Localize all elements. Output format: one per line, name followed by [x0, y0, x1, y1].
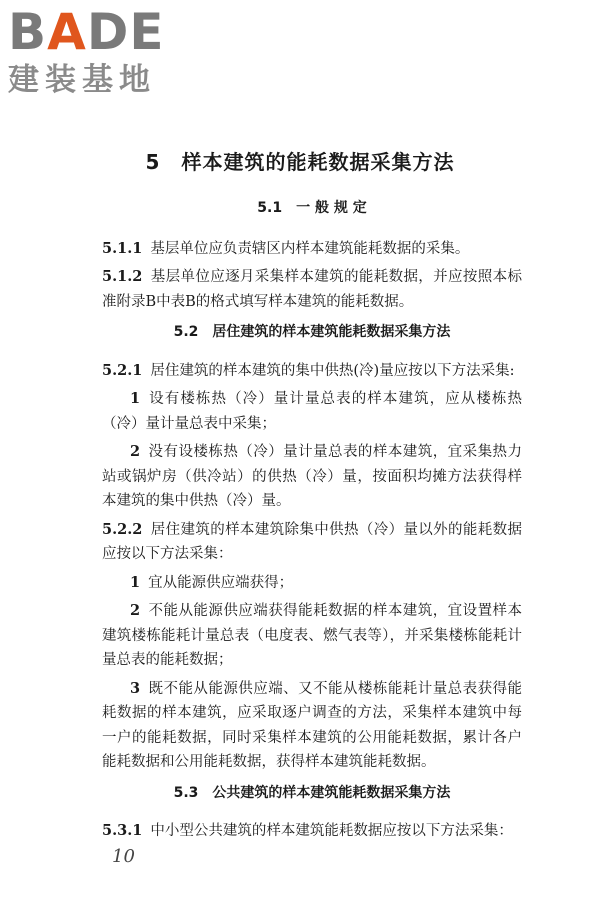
item-text: 不能从能源供应端获得能耗数据的样本建筑，宜设置样本建筑楼栋能耗计量总表（电度表、燃气表等），并采集楼栋能耗计量总表的能耗数据； [102, 603, 522, 668]
clause [102, 518, 522, 567]
section-heading: 5.2 居住建筑的样本建筑能耗数据采集方法 [173, 324, 451, 340]
list-item [102, 677, 522, 775]
clause-number: 5.1.1 [102, 239, 143, 257]
clause-text: 基层单位应负责辖区内样本建筑能耗数据的采集。 [150, 240, 470, 257]
section-heading: 5.1 一 般 规 定 [257, 200, 367, 216]
bade-logo [8, 3, 178, 98]
clause [102, 265, 522, 314]
item-number: 2 [130, 443, 141, 460]
item-number: 2 [130, 602, 141, 619]
clause-number: 5.1.2 [102, 268, 143, 285]
clause [102, 237, 522, 262]
list-item [102, 440, 522, 514]
page-number: 10 [112, 846, 135, 867]
logo-subtitle: 建装基地 [8, 62, 156, 98]
clause-number: 5.2.1 [102, 361, 143, 379]
clause-text: 居住建筑的样本建筑的集中供热(冷)量应按以下方法采集: [150, 362, 515, 379]
clause-text: 基层单位应逐月采集样本建筑的能耗数据，并应按照本标准附录B中表B的格式填写样本建筑的能耗数据。 [102, 269, 522, 310]
section-heading: 5.3 公共建筑的样本建筑能耗数据采集方法 [173, 784, 451, 801]
list-item [102, 387, 522, 436]
clause-number: 5.3.1 [102, 822, 143, 839]
clause-text: 中小型公共建筑的样本建筑能耗数据应按以下方法采集： [150, 823, 513, 839]
item-text: 设有楼栋热（冷）量计量总表的样本建筑，应从楼栋热（冷）量计量总表中采集； [102, 391, 522, 432]
list-item [102, 571, 522, 596]
clause [102, 819, 522, 844]
list-item [102, 599, 522, 673]
clause-number: 5.2.2 [102, 520, 143, 538]
chapter-title: 5 样本建筑的能耗数据采集方法 [145, 150, 455, 174]
item-text: 没有设楼栋热（冷）量计量总表的样本建筑，宜采集热力站或锅炉房（供冷站）的供热（冷）量，按面积均摊方法获得样本建筑的集中供热（冷）量。 [102, 444, 522, 509]
logo-accent-letter: A [47, 3, 87, 61]
logo-wordmark: BADE [8, 3, 165, 61]
item-number: 1 [130, 390, 141, 407]
clause-text: 居住建筑的样本建筑除集中供热（冷）量以外的能耗数据应按以下方法采集： [102, 521, 522, 562]
item-number: 1 [130, 573, 141, 591]
document-body [102, 196, 522, 848]
item-number: 3 [130, 679, 141, 697]
clause [102, 359, 522, 384]
item-text: 既不能从能源供应端、又不能从楼栋能耗计量总表获得能耗数据的样本建筑，应采取逐户调查的方法，采集样本建筑中每一户的能耗数据，同时采集样本建筑的公用能耗数据，累计各户能耗数据和公用能耗数据，获得样本建筑能耗数据。 [102, 680, 522, 770]
item-text: 宜从能源供应端获得； [148, 574, 294, 591]
